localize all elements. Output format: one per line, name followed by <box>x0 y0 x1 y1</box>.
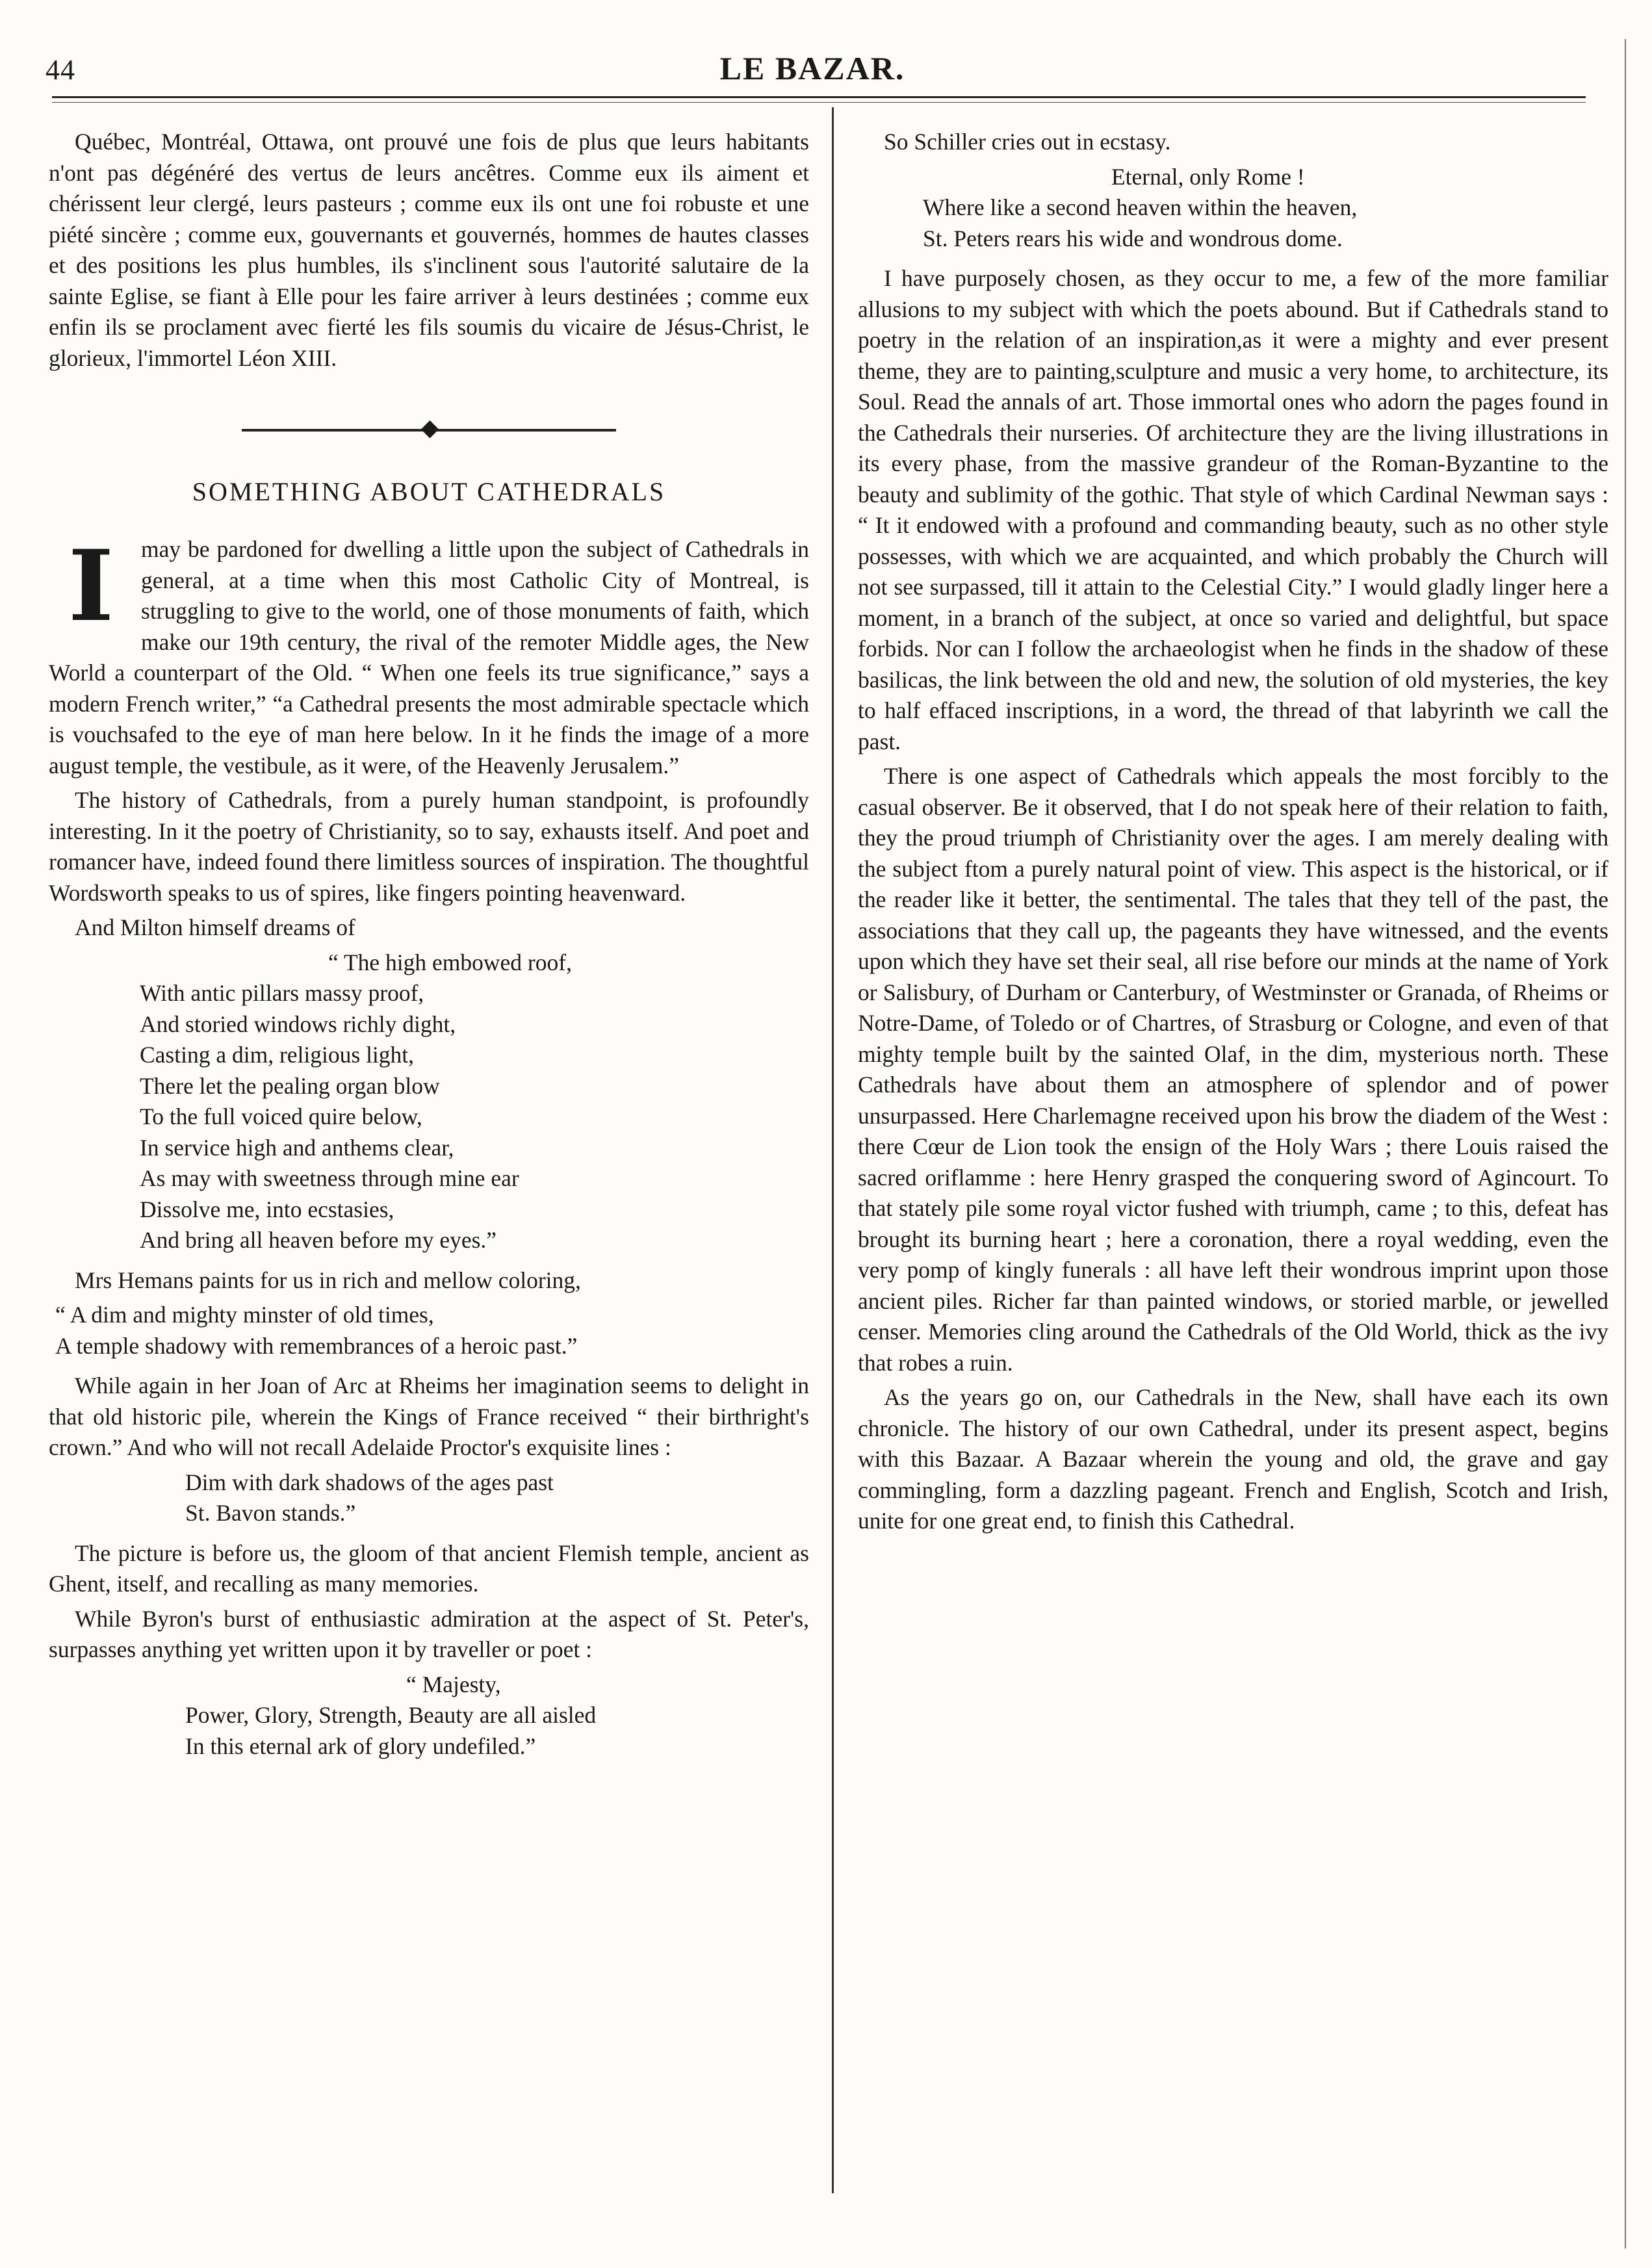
verse-line: Dissolve me, into ecstasies, <box>140 1196 394 1222</box>
verse-line: St. Bavon stands.” <box>185 1500 356 1526</box>
verse-line: To the full voiced quire below, <box>140 1103 422 1129</box>
body-paragraph: While Byron's burst of enthusiastic admiration at the aspect of St. Peter's, surpasses anything yet written upon it by traveller or poet : <box>49 1605 809 1662</box>
body-paragraph: I have purposely chosen, as they occur to me, a few of the more familiar allusions to my subject with which the poets abound. But if Cathedrals stand to poetry in the relation of an inspiration,as it were a mighty and ever present theme, they are to painting,sculpture and music a very home, to architecture, its Soul. Read the annals of art. Those immortal ones who adorn the pages found in the Cathedrals their nurseries. Of architecture they are the living illustrations in its every phase, from the massive grandeur of the Roman-Byzantine to the beauty and sublimity of the gothic. That style of which Cardinal Newman says : “ It it endowed with a profound and commanding beauty, such as no other style possesses, with which we are acquainted, and which probably the Church will not see surpassed, till it attain to the Celestial City.” I would gladly linger here a moment, in a branch of the subject, at once so varied and delightful, but space forbids. Nor can I follow the archaeologist when he finds in the shadow of these basilicas, the link between the old and new, the solution of old mysteries, the key to half effaced inscriptions, in a word, the thread of that labyrinth we call the past. <box>858 265 1608 754</box>
ornament-rule-left <box>242 429 424 432</box>
verse-line: St. Peters rears his wide and wondrous dome. <box>923 225 1343 251</box>
verse-line: There let the pealing organ blow <box>140 1072 440 1099</box>
ornament-diamond: ◆ <box>420 415 437 441</box>
verse-line: “ Majesty, <box>406 1671 501 1697</box>
hemans-verse <box>49 1300 809 1361</box>
verse-line: A temple shadowy with remembrances of a heroic past.” <box>55 1332 578 1359</box>
verse-line: As may with sweetness through mine ear <box>140 1165 519 1191</box>
page-edge-line <box>1625 39 1626 2249</box>
body-paragraph: Mrs Hemans paints for us in rich and mellow coloring, <box>75 1267 581 1293</box>
verse-line: Dim with dark shadows of the ages past <box>185 1469 554 1495</box>
verse-line: Casting a dim, religious light, <box>140 1042 415 1068</box>
column-divider <box>832 107 834 2193</box>
byron-verse <box>49 1669 809 1762</box>
verse-line: Eternal, only Rome ! <box>1111 163 1305 190</box>
header-rule <box>52 96 1586 98</box>
schiller-verse <box>858 162 1608 255</box>
body-paragraph: The picture is before us, the gloom of that ancient Flemish temple, ancient as Ghent, itself, and recalling as many memories. <box>49 1540 809 1597</box>
drop-cap: I <box>68 529 114 643</box>
page-header <box>39 39 1586 91</box>
verse-line: In service high and anthems clear, <box>140 1134 454 1161</box>
body-paragraph: The history of Cathedrals, from a purely human standpoint, is profoundly interesting. In it the poetry of Christianity, so to say, exhausts itself. And poet and romancer have, indeed found there limitless sources of inspiration. The thoughtful Wordsworth speaks to us of spires, like fingers pointing heavenward. <box>49 787 809 906</box>
verse-line: And bring all heaven before my eyes.” <box>140 1227 497 1253</box>
verse-line: Power, Glory, Strength, Beauty are all aisled <box>185 1702 597 1728</box>
milton-verse <box>49 947 809 1256</box>
proctor-verse <box>49 1467 809 1529</box>
body-paragraph: While again in her Joan of Arc at Rheims her imagination seems to delight in that old historic pile, wherein the Kings of France received “ their birthright's crown.” And who will not recall Adelaide Proctor's exquisite lines : <box>49 1372 809 1460</box>
ornament-rule-right <box>434 429 616 432</box>
body-paragraph: And Milton himself dreams of <box>75 914 355 940</box>
left-column <box>49 127 809 1771</box>
verse-line: With antic pillars massy proof, <box>140 980 424 1006</box>
verse-line: “ The high embowed roof, <box>328 949 572 975</box>
right-column <box>858 127 1608 1541</box>
paragraph-text: may be pardoned for dwelling a little upon the subject of Cathedrals in general, at a time when this most Catholic City of Montreal, is struggling to give to the world, one of those monuments of faith, which make our 19th century, the rival of the remoter Middle ages, the New World a counterpart of the Old. “ When one feels its true significance,” says a modern French writer,” “a Cathedral presents the most admirable spectacle which is vouchsafed to the eye of man here below. In it he finds the image of a more august temple, the vestibule, as it were, of the Heavenly Jerusalem.” <box>49 536 809 779</box>
verse-line: Where like a second heaven within the heaven, <box>923 194 1358 220</box>
body-paragraph: There is one aspect of Cathedrals which appeals the most forcibly to the casual observer. Be it observed, that I do not speak here of their relation to faith, they the proud triumph of Christianity over the ages. I am merely dealing with the subject ftom a purely natural point of view. This aspect is the historical, or if the reader like it better, the sentimental. The tales that they tell of the past, the associations that they call up, the pageants they have witnessed, and the events upon which they have set their seal, all rise before our minds at the name of York or Salisbury, of Durham or Canterbury, of Westminster or Granada, of Rheims or Notre-Dame, of Toledo or of Chartres, of Strasburg or Cologne, and even of that mighty temple built by the sainted Olaf, in the dim, mysterious north. These Cathedrals have about them an atmosphere of splendor and of power unsurpassed. Here Charlemagne received upon his brow the diadem of the West : there Cœur de Lion took the ensign of the Holy Wars ; there Louis raised the sacred oriflamme : here Henry grasped the conquering sword of Agincourt. To that stately pile some royal victor fushed with triumph, came ; to this, defeat has brought its burning heart ; here a coronation, there a royal wedding, even the very pomp of kingly funerals : all have left their wondrous imprint upon those ancient piles. Richer far than painted windows, or storied marble, or jewelled censer. Memories cling around the Cathedrals of the Old World, thick as the ivy that robes a ruin. <box>858 763 1608 1376</box>
running-title: LE BAZAR. <box>719 50 905 86</box>
body-paragraph: So Schiller cries out in ecstasy. <box>884 129 1171 155</box>
verse-line: “ A dim and mighty minster of old times, <box>55 1302 434 1328</box>
page-number: 44 <box>45 54 75 86</box>
section-title: SOMETHING ABOUT CATHEDRALS <box>192 476 666 506</box>
verse-line: And storied windows richly dight, <box>140 1011 456 1037</box>
body-paragraph: As the years go on, our Cathedrals in the New, shall have each its own chronicle. The history of our own Cathedral, under its present aspect, begins with this Bazaar. A Bazaar wherein the young and old, the grave and gay commingling, form a dazzling pageant. French and English, Scotch and Irish, unite for one great end, to finish this Cathedral. <box>858 1384 1608 1534</box>
header-rule-thin <box>52 102 1586 103</box>
section-ornament <box>49 413 809 444</box>
body-paragraph <box>49 529 809 781</box>
verse-line: In this eternal ark of glory undefiled.” <box>185 1733 536 1759</box>
french-paragraph: Québec, Montréal, Ottawa, ont prouvé une fois de plus que leurs habitants n'ont pas dégénéré des vertus de leurs ancêtres. Comme eux ils aiment et chérissent leur clergé, leurs pasteurs ; comme eux ils ont une foi robuste et une piété sincère ; comme eux, gouvernants et gouvernés, hommes de hautes classes et des positions les plus humbles, ils s'inclinent sous l'autorité salutaire de la sainte Eglise, se fiant à Elle pour les faire arriver à leurs destinées ; comme eux enfin ils se proclament avec fierté les fils soumis du vicaire de Jésus-Christ, le glorieux, l'immortel Léon XIII. <box>49 129 809 371</box>
